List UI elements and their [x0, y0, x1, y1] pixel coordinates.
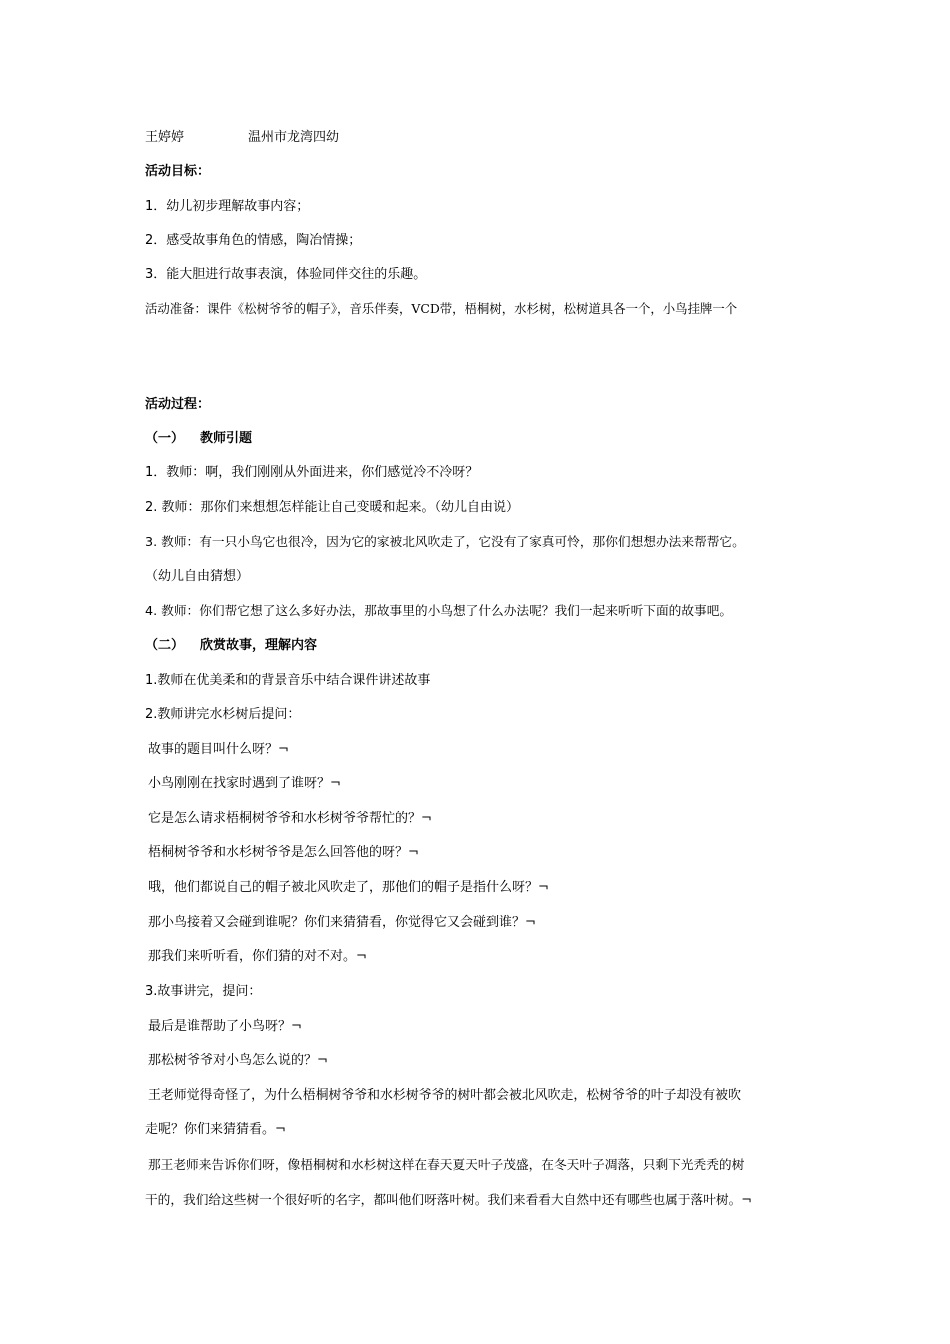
author-name: 王婷婷: [145, 130, 185, 145]
step-number: 1.: [145, 673, 158, 688]
step-number: 2.: [145, 707, 158, 722]
intro-text: 教师：啊，我们刚刚从外面进来，你们感觉冷不冷呀？: [166, 465, 479, 480]
paragraph-line: 王老师觉得奇怪了，为什么梧桐树爷爷和水杉树爷爷的树叶都会被北风吹走，松树爷爷的叶子却没有被吹: [148, 1088, 741, 1103]
story-step: [145, 671, 430, 691]
goal-number: 1．: [145, 199, 167, 214]
intro-text: 教师：有一只小鸟它也很冷，因为它的家被北风吹走了，它没有了家真可怜，那你们想想办法来帮帮它。: [161, 534, 745, 549]
intro-text: （幼儿自由猜想）: [145, 569, 250, 584]
intro-text: 教师：那你们来想想怎样能让自己变暖和起来。（幼儿自由说）: [161, 500, 520, 515]
question-item: 那松树爷爷对小鸟怎么说的？¬: [148, 1053, 328, 1068]
step-text: 故事讲完，提问：: [157, 984, 262, 999]
section-title: 欣赏故事，理解内容: [200, 638, 318, 653]
goals-heading: 活动目标：: [145, 164, 211, 179]
question-item: 那小鸟接着又会碰到谁呢？你们来猜猜看，你觉得它又会碰到谁？¬: [148, 915, 536, 930]
question-item: 故事的题目叫什么呀？¬: [148, 742, 289, 757]
step-number: 3.: [145, 984, 158, 999]
paragraph-line: 那王老师来告诉你们呀，像梧桐树和水杉树这样在春天夏天叶子茂盛，在冬天叶子凋落，只剩下光秃秃的树: [148, 1157, 745, 1172]
goal-text: 能大胆进行故事表演，体验同伴交往的乐趣。: [166, 267, 427, 282]
intro-item: [145, 567, 249, 587]
step-text: 教师讲完水杉树后提问：: [157, 707, 301, 722]
school-name: 温州市龙湾四幼: [248, 130, 340, 145]
intro-item: [145, 498, 519, 518]
section-label: （二）: [145, 638, 185, 653]
question-item: 哦，他们都说自己的帽子被北风吹走了，那他们的帽子是指什么呀？¬: [148, 880, 549, 895]
intro-number: 3.: [145, 534, 158, 549]
intro-text: 教师：你们帮它想了这么多好办法，那故事里的小鸟想了什么办法呢？我们一起来听听下面的故事吧。: [161, 603, 733, 618]
intro-number: 2.: [145, 500, 158, 515]
section-heading: [145, 429, 252, 449]
header-line: [145, 128, 339, 148]
goal-text: 感受故事角色的情感，陶冶情操；: [166, 233, 362, 248]
question-item: 梧桐树爷爷和水杉树爷爷是怎么回答他的呀？¬: [148, 845, 419, 860]
paragraph-line: 走呢？你们来猜猜看。¬: [145, 1122, 286, 1137]
section-title: 教师引题: [200, 431, 253, 446]
question-item: 最后是谁帮助了小鸟呀？¬: [148, 1019, 302, 1034]
goal-text: 幼儿初步理解故事内容；: [166, 199, 310, 214]
paragraph-line: 干的，我们给这些树一个很好听的名字，都叫他们呀落叶树。我们来看看大自然中还有哪些也属于落叶树。¬: [145, 1192, 752, 1207]
intro-item: [145, 601, 732, 621]
goal-number: 3．: [145, 267, 167, 282]
goal-number: 2．: [145, 233, 167, 248]
process-heading: 活动过程：: [145, 397, 211, 412]
section-label: （一）: [145, 431, 185, 446]
intro-number: 4.: [145, 603, 158, 618]
section-heading: [145, 636, 317, 656]
intro-item: [145, 532, 745, 552]
goal-item: [145, 197, 309, 217]
intro-number: 1．: [145, 465, 167, 480]
question-item: 它是怎么请求梧桐树爷爷和水杉树爷爷帮忙的？¬: [148, 811, 432, 826]
goal-item: [145, 231, 361, 251]
preparation-text: 活动准备：课件《松树爷爷的帽子》，音乐伴奏，VCD带，梧桐树，水杉树，松树道具各一个，小鸟挂牌一个: [145, 301, 738, 316]
question-item: 那我们来听听看，你们猜的对不对。¬: [148, 949, 367, 964]
story-step: [145, 982, 261, 1002]
step-text: 教师在优美柔和的背景音乐中结合课件讲述故事: [157, 673, 431, 688]
intro-item: [145, 463, 478, 483]
goal-item: [145, 265, 426, 285]
story-step: [145, 705, 300, 725]
question-item: 小鸟刚刚在找家时遇到了谁呀？¬: [148, 776, 341, 791]
